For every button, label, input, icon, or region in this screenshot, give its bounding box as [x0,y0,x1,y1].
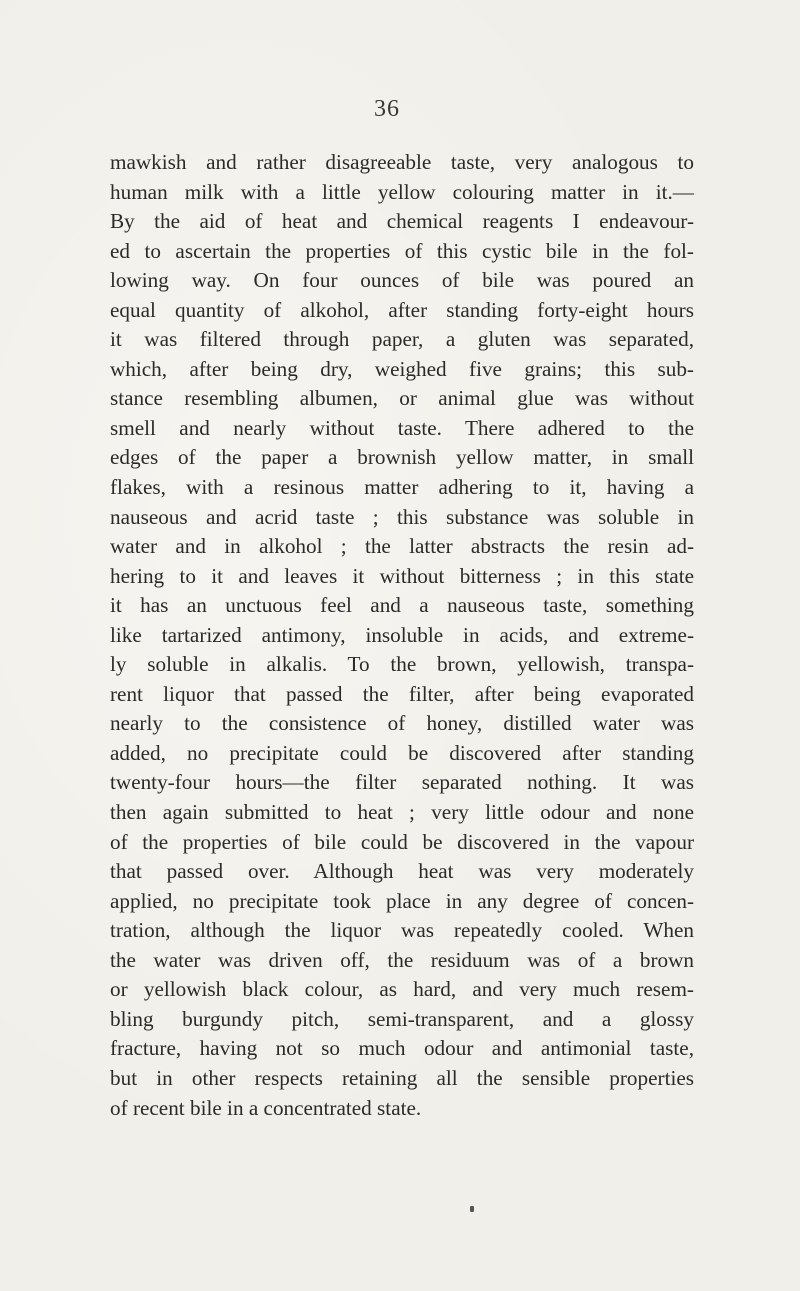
text-line: it has an unctuous feel and a nauseous taste, something [110,593,694,618]
text-line: which, after being dry, weighed five grains; this sub- [110,356,694,381]
text-line: nearly to the consistence of honey, distilled water was [110,711,694,736]
text-line: stance resembling albumen, or animal glue was without [110,386,694,411]
text-line: hering to it and leaves it without bitterness ; in this state [110,563,694,588]
text-line: water and in alkohol ; the latter abstracts the resin ad- [110,534,694,559]
text-line: applied, no precipitate took place in any degree of concen- [110,888,694,913]
text-line: ed to ascertain the properties of this cystic bile in the fol- [110,238,694,263]
text-line: edges of the paper a brownish yellow matter, in small [110,445,694,470]
text-line: then again submitted to heat ; very little odour and none [110,800,694,825]
text-line: lowing way. On four ounces of bile was poured an [110,268,694,293]
text-line: fracture, having not so much odour and antimonial taste, [110,1036,694,1061]
text-line: it was filtered through paper, a gluten was separated, [110,327,694,352]
text-line: human milk with a little yellow colouring matter in it.— [110,179,694,204]
text-line: of recent bile in a concentrated state. [110,1095,422,1120]
text-line: smell and nearly without taste. There adhered to the [110,415,694,440]
ink-speck [470,1206,474,1212]
page-number: 36 [374,96,400,122]
text-line: but in other respects retaining all the sensible properties [110,1065,694,1090]
body-paragraph [110,148,694,1123]
text-line: mawkish and rather disagreeable taste, very analogous to [110,150,694,174]
text-line: rent liquor that passed the filter, after being evaporated [110,681,694,706]
text-line: twenty-four hours—the filter separated nothing. It was [110,770,694,795]
text-line: ly soluble in alkalis. To the brown, yellowish, transpa- [110,652,694,677]
text-line: bling burgundy pitch, semi-transparent, and a glossy [110,1006,694,1031]
text-line: like tartarized antimony, insoluble in acids, and extreme- [110,622,694,647]
text-line: added, no precipitate could be discovered after standing [110,740,694,765]
text-line: flakes, with a resinous matter adhering to it, having a [110,475,694,500]
text-line: nauseous and acrid taste ; this substance was soluble in [110,504,694,529]
text-line: or yellowish black colour, as hard, and very much resem- [110,977,694,1002]
text-line: that passed over. Although heat was very moderately [110,859,694,884]
text-line: the water was driven off, the residuum was of a brown [110,947,694,972]
text-line: equal quantity of alkohol, after standing forty-eight hours [110,297,694,322]
text-line: tration, although the liquor was repeatedly cooled. When [110,918,694,943]
text-line: of the properties of bile could be discovered in the vapour [110,829,694,854]
text-line: By the aid of heat and chemical reagents I endeavour- [110,209,694,234]
